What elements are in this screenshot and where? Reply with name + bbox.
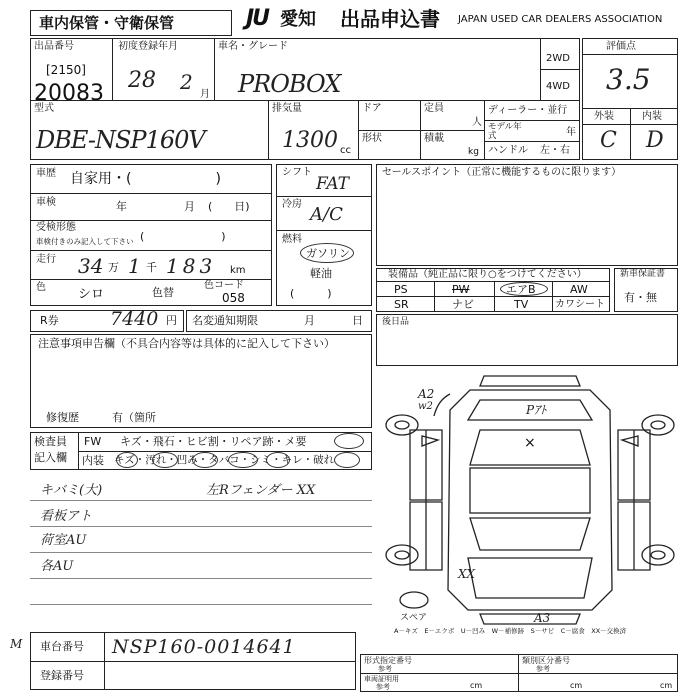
notes-label: 注意事項申告欄（不具合内容等は具体的に記入して下さい） bbox=[38, 337, 335, 350]
displacement-label: 排気量 bbox=[272, 103, 302, 114]
inspection-paren: ( ) bbox=[140, 230, 226, 243]
cm-unit-1: cm bbox=[470, 681, 483, 690]
storage-box bbox=[30, 10, 232, 36]
color-code-value: 058 bbox=[222, 291, 245, 305]
handle-options: 左・右 bbox=[540, 145, 570, 156]
divider bbox=[30, 250, 272, 251]
sales-point-label: セールスポイント（正常に機能するものに限ります） bbox=[382, 167, 622, 178]
chassis-label: 車台番号 bbox=[40, 640, 84, 653]
divider bbox=[434, 281, 435, 312]
mark-circle bbox=[116, 452, 138, 468]
divider bbox=[484, 141, 580, 142]
dealer-label: ディーラー・並行 bbox=[488, 105, 568, 116]
mileage-value-1: 34 bbox=[78, 254, 104, 278]
divider bbox=[276, 230, 372, 231]
line bbox=[30, 604, 372, 605]
type-spec-label: 形式指定番号 bbox=[364, 656, 412, 665]
fuel-circle-mark bbox=[300, 243, 354, 263]
divider bbox=[214, 38, 215, 100]
divider bbox=[552, 281, 553, 312]
registration-label: 初度登録年月 bbox=[118, 41, 178, 52]
color-value: シロ bbox=[78, 287, 105, 302]
remark-2: 看板アト bbox=[40, 509, 93, 524]
diagram-mark-xx: XX bbox=[458, 567, 476, 581]
history-value: 自家用・( ) bbox=[70, 171, 221, 187]
divider bbox=[376, 281, 610, 282]
mileage-unit-km: km bbox=[230, 265, 246, 276]
spare-label: スペア bbox=[400, 613, 428, 623]
inspector-label-1: 検査員 bbox=[34, 435, 67, 448]
mark-circle bbox=[192, 452, 218, 468]
displacement-value: 1300 bbox=[282, 128, 338, 153]
storage-label: 車内保管・守衛保管 bbox=[39, 14, 175, 32]
line bbox=[30, 500, 372, 501]
evaluation-score: 3.5 bbox=[606, 63, 651, 96]
chassis-value: NSP160-0014641 bbox=[112, 636, 296, 658]
remark-3: 荷室AU bbox=[40, 533, 87, 548]
divider bbox=[540, 69, 580, 70]
fuel-light-oil: 軽油 bbox=[310, 267, 332, 280]
lot-number: 20083 bbox=[34, 81, 104, 106]
aircon-label: 冷房 bbox=[282, 199, 302, 210]
evaluation-label: 評価点 bbox=[606, 41, 636, 52]
mileage-value-3: 183 bbox=[166, 254, 217, 278]
model-year-label: モデル年式 bbox=[488, 122, 522, 141]
model-type-label: 型式 bbox=[34, 103, 54, 114]
interior-inspect-label: 内装 bbox=[82, 454, 104, 467]
aircon-value: A/C bbox=[310, 204, 343, 225]
history-label: 車歴 bbox=[36, 168, 56, 179]
interior-inspect-items: キズ・汚れ・凹み・タバコ・シミ・キレ・破れ bbox=[114, 454, 335, 466]
drive-2wd: 2WD bbox=[546, 53, 570, 64]
form-title: 出品申込書 bbox=[340, 7, 440, 31]
mark-circle bbox=[334, 452, 360, 468]
mileage-label: 走行 bbox=[36, 254, 56, 265]
mileage-unit-1: 万 bbox=[108, 261, 119, 274]
equipment-sr: SR bbox=[394, 298, 409, 311]
damage-legend: A－キズ E－エクボ U－凹み W－補修跡 S－サビ C－腐食 XX－交換済 bbox=[394, 627, 627, 635]
class-ref-label: 参考 bbox=[536, 665, 550, 673]
airbag-circle-mark bbox=[500, 282, 548, 296]
divider bbox=[30, 193, 272, 194]
remark-right: 左Rフェンダー XX bbox=[206, 483, 316, 498]
handle-label: ハンドル bbox=[488, 145, 528, 156]
divider bbox=[104, 632, 105, 690]
fuel-gasoline: ガソリン bbox=[306, 247, 350, 260]
cm-unit-2: cm bbox=[570, 681, 583, 690]
divider bbox=[376, 296, 610, 297]
capacity-label: 定員 bbox=[424, 103, 444, 114]
diagram-mark-a3: A3 bbox=[534, 611, 551, 625]
equipment-leather-seat: カワシート bbox=[555, 299, 605, 310]
divider bbox=[484, 100, 485, 160]
inspection-note: 車検付きのみ記入して下さい bbox=[36, 237, 134, 246]
divider bbox=[30, 100, 580, 101]
fuel-label: 燃料 bbox=[282, 234, 302, 245]
divider bbox=[582, 54, 678, 55]
shift-value: FAT bbox=[316, 174, 350, 194]
repair-value: 有（箇所 bbox=[112, 411, 156, 424]
cc-unit: cc bbox=[340, 145, 351, 156]
divider bbox=[360, 673, 678, 674]
warranty-options: 有・無 bbox=[624, 291, 657, 304]
load-unit: kg bbox=[468, 147, 479, 157]
remark-4: 各AU bbox=[40, 559, 74, 574]
diagram-mark-a2: A2 bbox=[418, 387, 435, 401]
line bbox=[30, 526, 372, 527]
color-label: 色 bbox=[36, 282, 46, 293]
lot-label: 出品番号 bbox=[34, 41, 74, 52]
inspection-label: 受検形態 bbox=[36, 222, 76, 233]
interior-grade: D bbox=[646, 128, 664, 153]
registration-year: 28 bbox=[128, 68, 156, 93]
shape-label: 形状 bbox=[362, 133, 382, 144]
equipment-ps: PS bbox=[394, 283, 408, 296]
equipment-aw: AW bbox=[570, 283, 588, 296]
inspector-label-2: 記入欄 bbox=[34, 451, 67, 464]
equipment-navi: ナビ bbox=[452, 298, 474, 311]
exterior-grade: C bbox=[600, 128, 617, 153]
exterior-label: 外装 bbox=[594, 111, 614, 122]
registration-month: 2 bbox=[180, 70, 193, 94]
divider bbox=[582, 124, 678, 125]
warranty-label: 新車保証書 bbox=[620, 269, 666, 279]
mileage-value-2: 1 bbox=[128, 254, 141, 278]
org-name: 愛知 bbox=[280, 9, 316, 30]
lot-bracket-value: [2150] bbox=[46, 63, 86, 77]
divider bbox=[276, 196, 372, 197]
divider bbox=[112, 38, 113, 100]
size-label: 車両証明用 bbox=[364, 675, 399, 683]
shaken-day-unit: ( 日) bbox=[208, 200, 250, 213]
registration-month-unit: 月 bbox=[200, 89, 210, 100]
after-parts-box bbox=[376, 314, 678, 366]
recycle-label: R券 bbox=[40, 314, 59, 327]
equipment-airbag: エアB bbox=[506, 283, 536, 296]
car-name-label: 車名・グレード bbox=[218, 41, 288, 52]
mileage-unit-2: 千 bbox=[146, 261, 157, 274]
name-change-label: 名変通知期限 bbox=[192, 314, 258, 327]
shaken-year-unit: 年 bbox=[116, 200, 127, 213]
sales-point-box bbox=[376, 164, 678, 266]
color-code-label: 色コード bbox=[204, 280, 244, 291]
diagram-mark-pato: Pｱﾄ bbox=[526, 403, 547, 417]
mark-circle bbox=[334, 433, 364, 449]
diagram-mark-x: × bbox=[524, 435, 536, 451]
equipment-label: 装備品（純正品に限り○をつけてください） bbox=[388, 269, 587, 280]
color-change-label: 色替 bbox=[152, 286, 174, 299]
remark-1: キバミ(大) bbox=[40, 483, 103, 498]
year-unit: 年 bbox=[566, 127, 576, 138]
margin-mark: M bbox=[10, 637, 23, 651]
divider bbox=[30, 220, 272, 221]
name-change-day: 日 bbox=[352, 314, 363, 327]
divider bbox=[30, 661, 356, 662]
divider bbox=[494, 281, 495, 312]
divider bbox=[484, 120, 580, 121]
shaken-label: 車検 bbox=[36, 197, 56, 208]
shaken-month-unit: 月 bbox=[184, 200, 195, 213]
after-parts-label: 後日品 bbox=[382, 317, 410, 327]
fuel-paren: ( ) bbox=[290, 287, 332, 300]
equipment-tv: TV bbox=[514, 298, 529, 311]
drive-4wd: 4WD bbox=[546, 81, 570, 92]
recycle-unit: 円 bbox=[166, 314, 177, 327]
name-change-month: 月 bbox=[304, 314, 315, 327]
shift-label: シフト bbox=[282, 167, 312, 178]
repair-label: 修復歴 bbox=[46, 411, 79, 424]
fw-label: FW bbox=[84, 435, 102, 448]
mark-circle bbox=[152, 452, 178, 468]
capacity-unit: 人 bbox=[472, 117, 482, 128]
mark-circle bbox=[228, 452, 258, 468]
model-type-value: DBE-NSP160V bbox=[36, 126, 205, 154]
divider bbox=[630, 108, 631, 160]
recycle-value: 7440 bbox=[110, 308, 159, 330]
line bbox=[30, 552, 372, 553]
divider bbox=[358, 130, 484, 131]
interior-label: 内装 bbox=[642, 111, 662, 122]
door-label: ドア bbox=[362, 103, 382, 114]
fw-items: キズ・飛石・ヒビ割・リペア跡・メ要 bbox=[120, 435, 307, 448]
diagram-mark-w2: w2 bbox=[418, 401, 433, 412]
org-english: JAPAN USED CAR DEALERS ASSOCIATION bbox=[458, 14, 663, 25]
class-number-label: 類別区分番号 bbox=[522, 656, 570, 665]
ju-logo: JU bbox=[246, 6, 269, 31]
cm-unit-3: cm bbox=[660, 681, 673, 690]
mark-circle bbox=[266, 452, 290, 468]
type-ref-label: 参考 bbox=[378, 665, 392, 673]
equipment-pw: PW bbox=[452, 283, 470, 296]
divider bbox=[268, 100, 269, 160]
reg-number-label: 登録番号 bbox=[40, 669, 84, 682]
line bbox=[30, 578, 372, 579]
load-label: 積載 bbox=[424, 133, 444, 144]
size-ref-label: 参考 bbox=[376, 683, 390, 691]
car-name-value: PROBOX bbox=[238, 70, 341, 98]
